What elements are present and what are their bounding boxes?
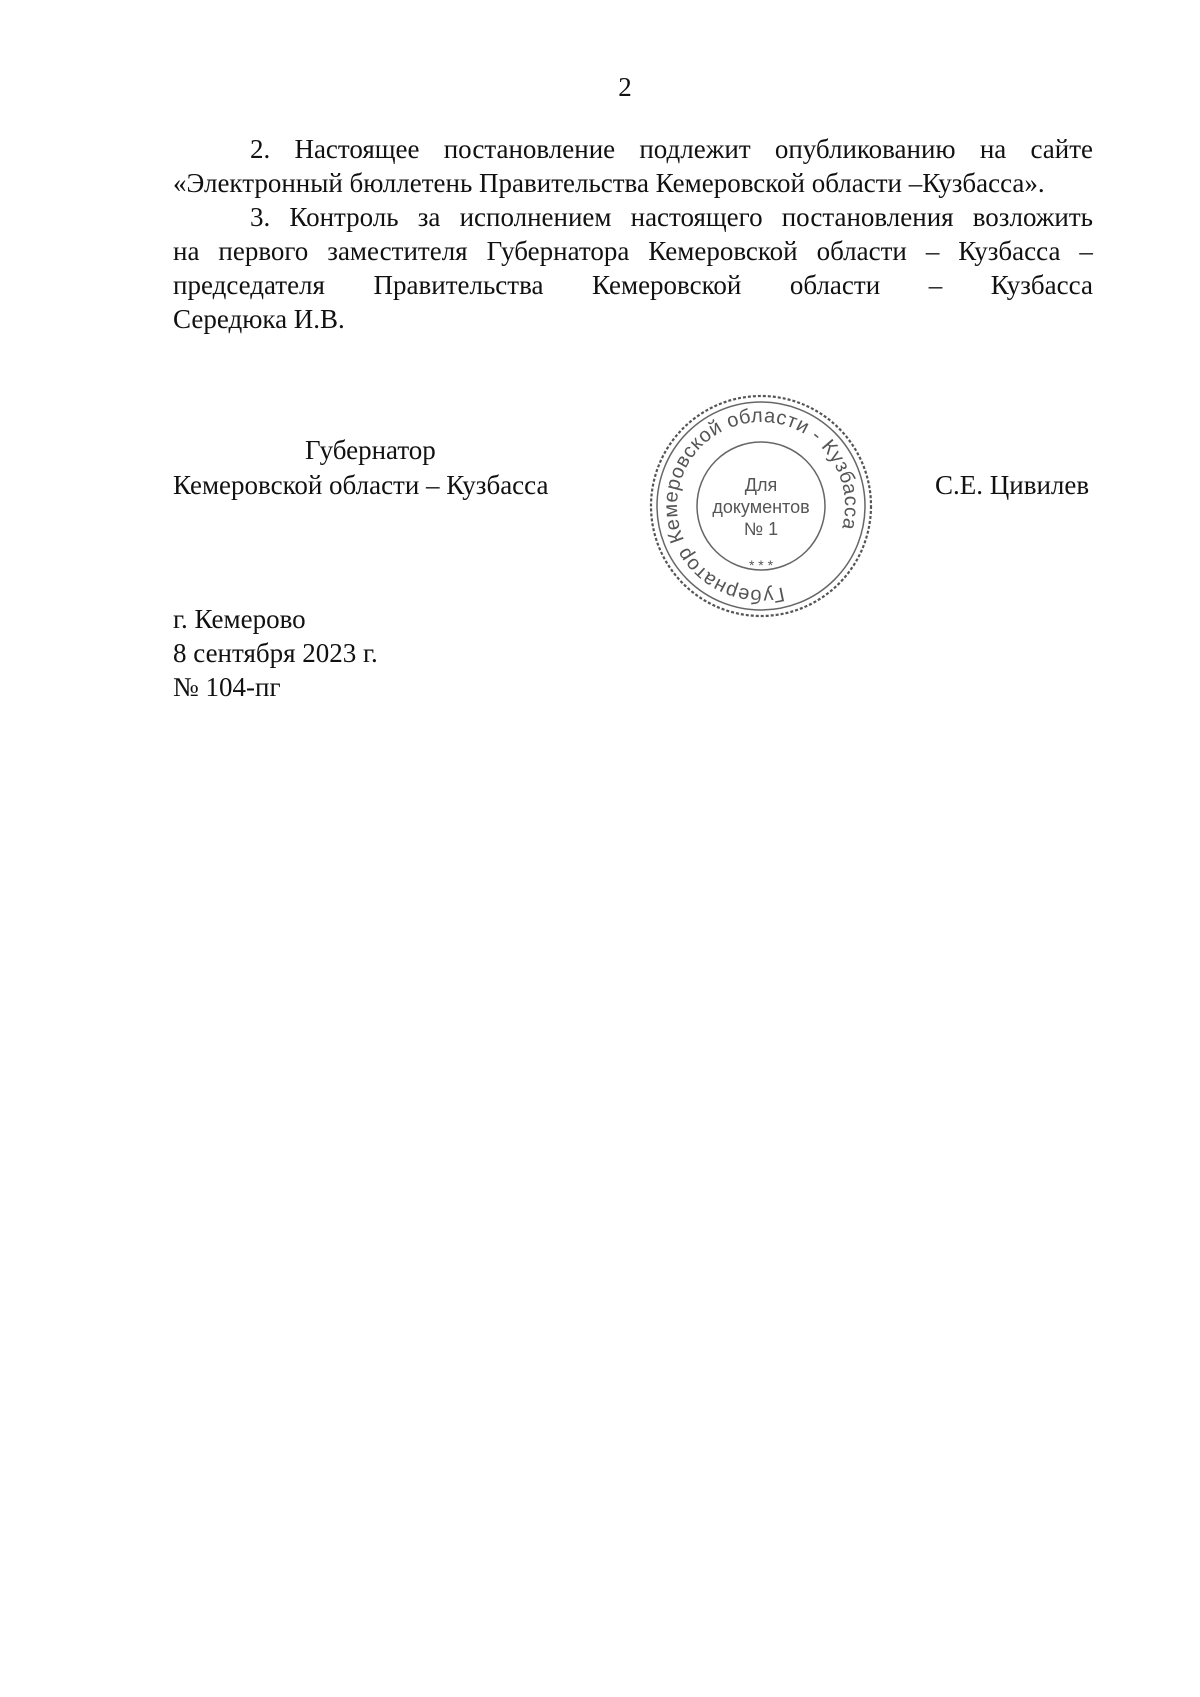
paragraph-2-line-2: «Электронный бюллетень Правительства Кемеровской области –Кузбасса». xyxy=(173,168,1045,198)
document-date: 8 сентября 2023 г. xyxy=(173,638,378,668)
paragraph-3-line-2: на первого заместителя Губернатора Кемеровской области – Кузбасса – xyxy=(173,236,1093,266)
paragraph-2-line-1: 2. Настоящее постановление подлежит опубликованию на сайте xyxy=(250,134,1093,164)
document-footer xyxy=(173,602,378,704)
seal-center-line-1: Для xyxy=(744,475,778,495)
seal-center-line-2: документов xyxy=(712,497,810,517)
document-body xyxy=(173,132,1093,336)
official-seal xyxy=(648,393,874,619)
paragraph-3-line-4: Середюка И.В. xyxy=(173,304,345,334)
document-number: № 104-пг xyxy=(173,672,281,702)
paragraph-3-line-3: председателя Правительства Кемеровской области – Кузбасса xyxy=(173,270,1093,300)
paragraph-3-line-1: 3. Контроль за исполнением настоящего постановления возложить xyxy=(250,202,1093,232)
seal-stars: * * * xyxy=(748,557,774,573)
signatory-title: Губернатор xyxy=(305,435,436,465)
seal-center-line-3: № 1 xyxy=(743,519,779,539)
seal-ring-text: Губернатор Кемеровской области - Кузбасса xyxy=(659,404,863,608)
document-city: г. Кемерово xyxy=(173,604,306,634)
signatory-name: С.Е. Цивилев xyxy=(935,470,1090,500)
page-number: 2 xyxy=(618,72,632,102)
signatory-region: Кемеровской области – Кузбасса xyxy=(173,470,549,500)
